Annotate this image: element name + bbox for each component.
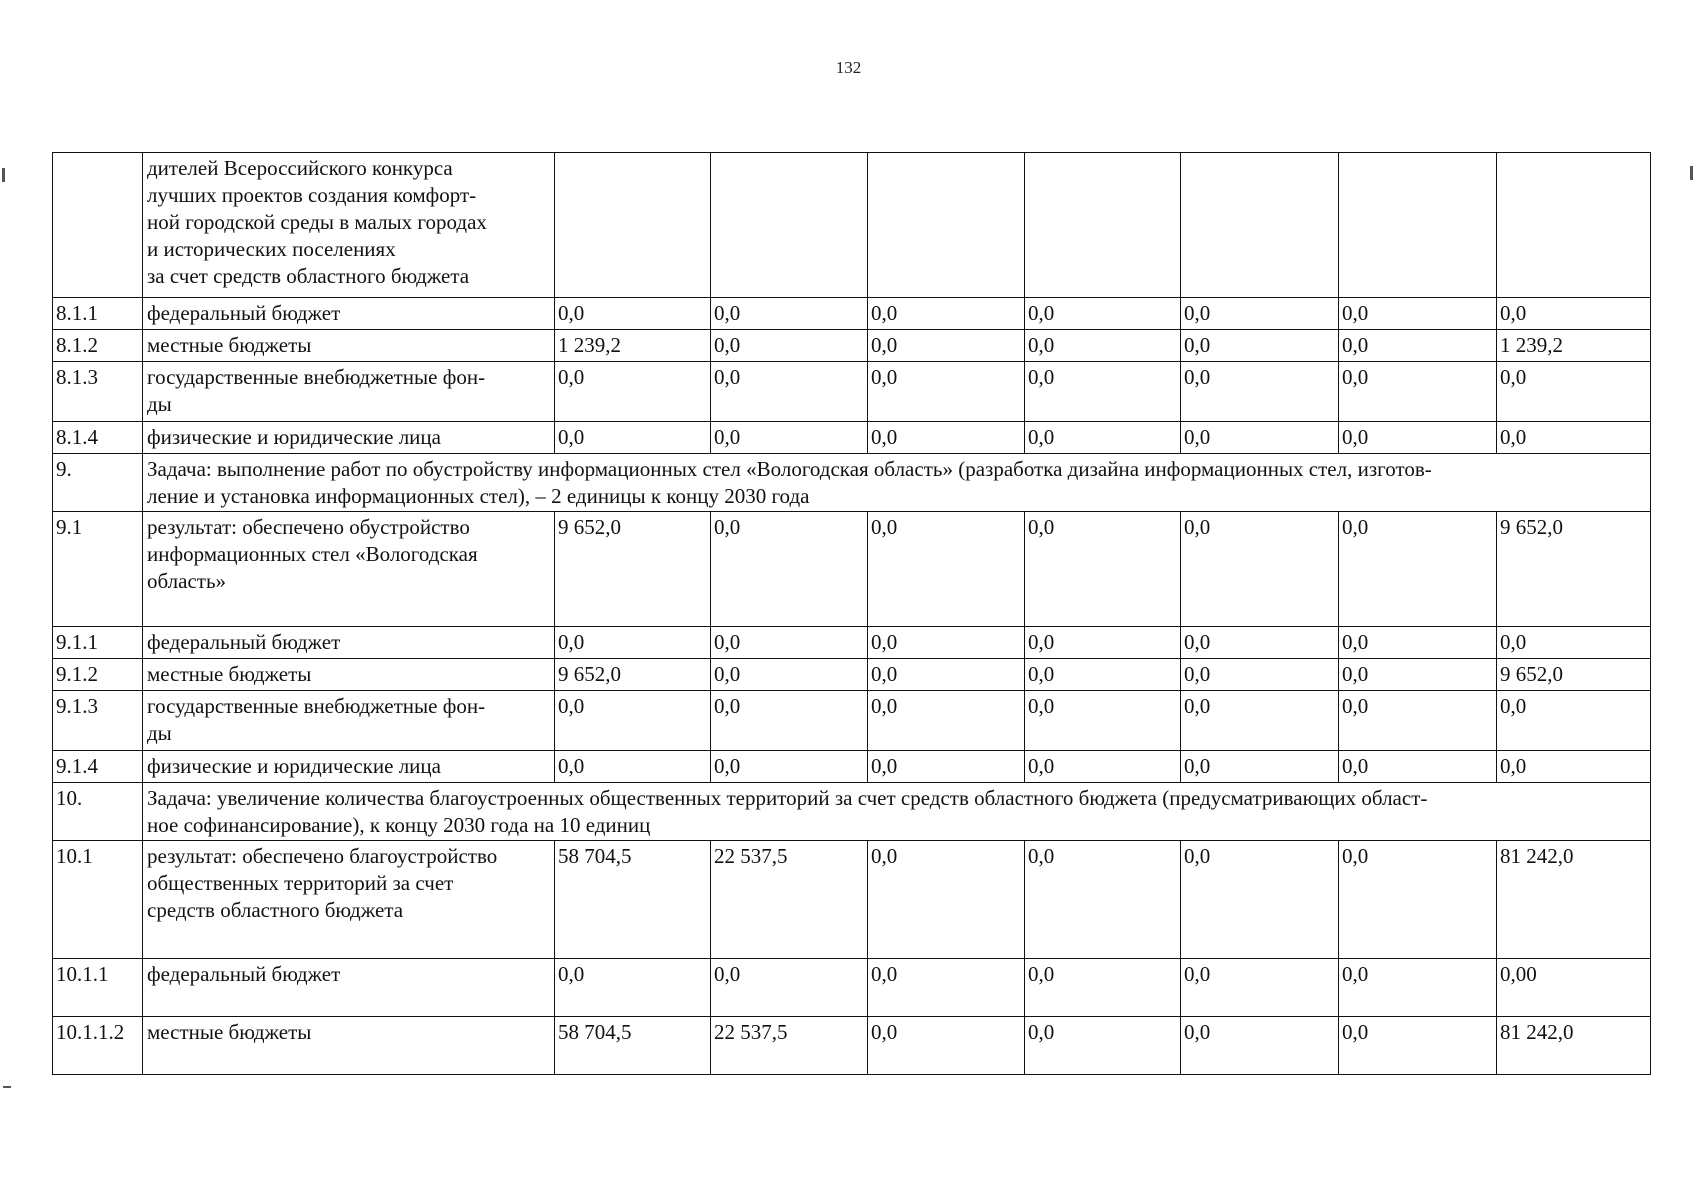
task-code-cell: 9. xyxy=(53,454,143,512)
value-cell: 0,0 xyxy=(1181,691,1339,751)
row-description-cell: местные бюджеты xyxy=(143,330,555,362)
value-cell: 0,0 xyxy=(711,362,868,422)
value-cell: 0,0 xyxy=(555,627,711,659)
value-cell: 0,0 xyxy=(868,1017,1025,1075)
value-cell: 22 537,5 xyxy=(711,1017,868,1075)
page-number: 132 xyxy=(835,58,862,77)
value-cell: 0,0 xyxy=(555,959,711,1017)
value-cell: 0,0 xyxy=(711,659,868,691)
value-cell: 0,0 xyxy=(1181,512,1339,627)
value-cell: 0,0 xyxy=(868,751,1025,783)
table-row xyxy=(53,691,1651,751)
table-row xyxy=(53,422,1651,454)
value-cell: 0,0 xyxy=(868,627,1025,659)
row-description-cell: физические и юридические лица xyxy=(143,422,555,454)
value-cell: 0,0 xyxy=(1181,751,1339,783)
value-cell: 0,0 xyxy=(868,512,1025,627)
table-row xyxy=(53,298,1651,330)
value-cell xyxy=(1181,153,1339,298)
value-cell: 0,0 xyxy=(1339,959,1497,1017)
value-cell: 0,0 xyxy=(1497,627,1651,659)
value-cell: 0,0 xyxy=(711,330,868,362)
value-cell: 0,0 xyxy=(711,422,868,454)
task-code-cell: 10. xyxy=(53,783,143,841)
value-cell: 0,0 xyxy=(868,422,1025,454)
value-cell: 0,0 xyxy=(1025,298,1181,330)
value-cell: 0,0 xyxy=(1339,362,1497,422)
value-cell: 0,0 xyxy=(555,362,711,422)
value-cell: 1 239,2 xyxy=(555,330,711,362)
value-cell: 0,0 xyxy=(868,362,1025,422)
value-cell: 9 652,0 xyxy=(555,512,711,627)
value-cell: 0,0 xyxy=(1497,751,1651,783)
value-cell: 0,0 xyxy=(1025,691,1181,751)
value-cell: 81 242,0 xyxy=(1497,841,1651,959)
value-cell: 0,0 xyxy=(1025,512,1181,627)
value-cell: 0,0 xyxy=(1181,659,1339,691)
row-code-cell: 9.1.3 xyxy=(53,691,143,751)
row-code-cell: 9.1.4 xyxy=(53,751,143,783)
table-row xyxy=(53,959,1651,1017)
value-cell: 0,0 xyxy=(868,330,1025,362)
table-row xyxy=(53,751,1651,783)
value-cell: 0,0 xyxy=(711,298,868,330)
row-code-cell: 8.1.4 xyxy=(53,422,143,454)
value-cell: 0,0 xyxy=(1339,841,1497,959)
table-row xyxy=(53,362,1651,422)
value-cell: 0,0 xyxy=(1181,1017,1339,1075)
value-cell: 0,0 xyxy=(555,691,711,751)
value-cell: 0,0 xyxy=(1497,298,1651,330)
value-cell xyxy=(1339,153,1497,298)
value-cell: 0,0 xyxy=(1025,959,1181,1017)
value-cell: 0,0 xyxy=(1025,362,1181,422)
value-cell: 0,0 xyxy=(1497,362,1651,422)
value-cell: 0,0 xyxy=(711,512,868,627)
row-description-cell: результат: обеспечено благоустройство общественных территорий за счет средств областного бюджета xyxy=(143,841,555,959)
value-cell: 0,0 xyxy=(868,959,1025,1017)
task-row xyxy=(53,783,1651,841)
scan-margin-mark xyxy=(3,1086,11,1088)
budget-table-body xyxy=(53,153,1651,1075)
budget-table xyxy=(52,152,1651,1075)
row-description-cell: федеральный бюджет xyxy=(143,298,555,330)
value-cell: 1 239,2 xyxy=(1497,330,1651,362)
row-code-cell: 10.1 xyxy=(53,841,143,959)
value-cell: 0,00 xyxy=(1497,959,1651,1017)
value-cell: 58 704,5 xyxy=(555,1017,711,1075)
value-cell: 0,0 xyxy=(1339,422,1497,454)
table-row xyxy=(53,330,1651,362)
value-cell: 9 652,0 xyxy=(1497,512,1651,627)
row-description-cell: местные бюджеты xyxy=(143,659,555,691)
value-cell xyxy=(555,153,711,298)
value-cell: 0,0 xyxy=(868,691,1025,751)
value-cell: 81 242,0 xyxy=(1497,1017,1651,1075)
value-cell: 0,0 xyxy=(1339,627,1497,659)
value-cell: 0,0 xyxy=(1339,659,1497,691)
row-code-cell xyxy=(53,153,143,298)
value-cell: 0,0 xyxy=(711,627,868,659)
task-description-cell: Задача: увеличение количества благоустроенных общественных территорий за счет средств областного бюджета (предусматривающих област- ное софинансирование), к концу 2030 года на 10 единиц xyxy=(143,783,1651,841)
row-description-cell: федеральный бюджет xyxy=(143,627,555,659)
value-cell: 0,0 xyxy=(1339,691,1497,751)
value-cell: 0,0 xyxy=(1181,330,1339,362)
value-cell: 0,0 xyxy=(1339,1017,1497,1075)
value-cell: 0,0 xyxy=(555,298,711,330)
row-description-cell: дителей Всероссийского конкурса лучших проектов создания комфорт- ной городской среды в малых городах и исторических поселениях за счет средств областного бюджета xyxy=(143,153,555,298)
scan-margin-mark xyxy=(2,168,5,182)
row-code-cell: 9.1.2 xyxy=(53,659,143,691)
row-code-cell: 8.1.3 xyxy=(53,362,143,422)
value-cell: 0,0 xyxy=(1025,627,1181,659)
row-code-cell: 10.1.1.2 xyxy=(53,1017,143,1075)
table-row xyxy=(53,841,1651,959)
value-cell: 0,0 xyxy=(1025,330,1181,362)
value-cell: 0,0 xyxy=(555,422,711,454)
value-cell: 0,0 xyxy=(868,298,1025,330)
row-description-cell: местные бюджеты xyxy=(143,1017,555,1075)
value-cell: 0,0 xyxy=(1025,841,1181,959)
value-cell: 0,0 xyxy=(1181,959,1339,1017)
value-cell: 0,0 xyxy=(868,659,1025,691)
value-cell: 0,0 xyxy=(1181,841,1339,959)
value-cell: 9 652,0 xyxy=(1497,659,1651,691)
row-description-cell: государственные внебюджетные фон- ды xyxy=(143,362,555,422)
table-row xyxy=(53,1017,1651,1075)
value-cell: 0,0 xyxy=(1497,691,1651,751)
table-row xyxy=(53,512,1651,627)
row-code-cell: 9.1.1 xyxy=(53,627,143,659)
row-code-cell: 9.1 xyxy=(53,512,143,627)
value-cell: 0,0 xyxy=(1025,751,1181,783)
value-cell xyxy=(1497,153,1651,298)
value-cell: 22 537,5 xyxy=(711,841,868,959)
row-description-cell: результат: обеспечено обустройство информационных стел «Вологодская область» xyxy=(143,512,555,627)
value-cell: 0,0 xyxy=(1339,298,1497,330)
value-cell: 0,0 xyxy=(1025,422,1181,454)
value-cell: 0,0 xyxy=(711,959,868,1017)
row-description-cell: физические и юридические лица xyxy=(143,751,555,783)
value-cell xyxy=(1025,153,1181,298)
budget-table-container xyxy=(52,152,1650,1075)
table-row xyxy=(53,153,1651,298)
value-cell: 0,0 xyxy=(711,691,868,751)
value-cell: 0,0 xyxy=(1339,330,1497,362)
row-code-cell: 8.1.2 xyxy=(53,330,143,362)
value-cell xyxy=(868,153,1025,298)
value-cell: 0,0 xyxy=(1339,751,1497,783)
value-cell: 9 652,0 xyxy=(555,659,711,691)
value-cell: 0,0 xyxy=(1025,1017,1181,1075)
row-code-cell: 10.1.1 xyxy=(53,959,143,1017)
value-cell: 0,0 xyxy=(1497,422,1651,454)
value-cell: 0,0 xyxy=(1025,659,1181,691)
value-cell: 0,0 xyxy=(1181,298,1339,330)
value-cell: 0,0 xyxy=(1181,627,1339,659)
row-description-cell: федеральный бюджет xyxy=(143,959,555,1017)
table-row xyxy=(53,659,1651,691)
scan-margin-mark xyxy=(1690,166,1693,180)
value-cell: 0,0 xyxy=(711,751,868,783)
value-cell: 0,0 xyxy=(868,841,1025,959)
value-cell: 0,0 xyxy=(1181,422,1339,454)
row-code-cell: 8.1.1 xyxy=(53,298,143,330)
task-description-cell: Задача: выполнение работ по обустройству информационных стел «Вологодская область» (разработка дизайна информационных стел, изготов- ление и установка информационных стел), – 2 единицы к концу 2030 года xyxy=(143,454,1651,512)
row-description-cell: государственные внебюджетные фон- ды xyxy=(143,691,555,751)
value-cell: 0,0 xyxy=(1181,362,1339,422)
value-cell: 0,0 xyxy=(1339,512,1497,627)
value-cell xyxy=(711,153,868,298)
value-cell: 0,0 xyxy=(555,751,711,783)
value-cell: 58 704,5 xyxy=(555,841,711,959)
task-row xyxy=(53,454,1651,512)
table-row xyxy=(53,627,1651,659)
